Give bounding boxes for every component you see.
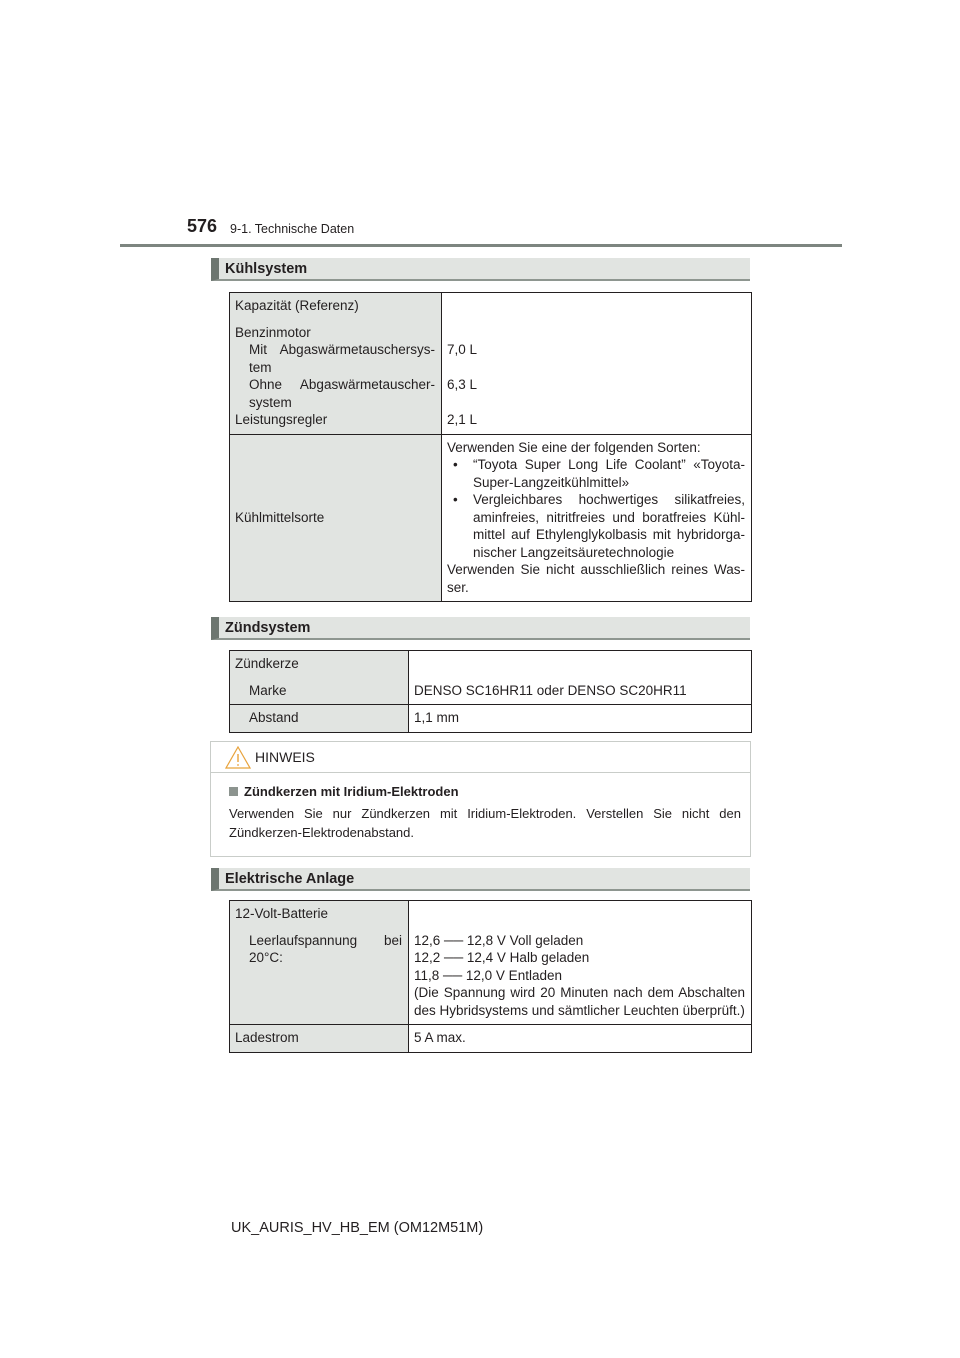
battery-label: 12-Volt-Batterie <box>235 906 329 921</box>
without-exhaust-value: 6,3 L <box>447 377 478 392</box>
voltage-half: 12,2 ── 12,4 V Halb geladen <box>414 950 590 965</box>
brand-value-cell <box>409 651 752 705</box>
table-row <box>230 434 752 602</box>
capacity-values-cell <box>442 293 752 435</box>
coolant-value-cell <box>442 434 752 602</box>
section-header-ignition: Zündsystem <box>211 617 750 640</box>
coolant-bullet-2: Vergleichbares hochwertiges silikatfreies, aminfreies, nitritfreies und boratfreies Kühlmittel auf Ethylenglykolbasis mit hybridorganischer Langzeitsäuretechnologie <box>473 492 745 560</box>
table-row <box>230 1025 752 1053</box>
document-code: UK_AURIS_HV_HB_EM (OM12M51M) <box>231 1220 484 1236</box>
note-title: HINWEIS <box>255 749 315 765</box>
table-row <box>230 705 752 733</box>
voltage-values-cell <box>409 901 752 1025</box>
section-header-cooling: Kühlsystem <box>211 258 750 281</box>
charge-label: Ladestrom <box>230 1025 409 1053</box>
electrical-table <box>229 900 752 1053</box>
note-text: Verwenden Sie nur Zündkerzen mit Iridium-Elektroden. Verstellen Sie nicht den Zündkerzen-Elektrodenabstand. <box>229 806 741 840</box>
coolant-warning: Verwenden Sie nicht ausschließlich reines Wasser. <box>447 562 745 595</box>
voltage-note: (Die Spannung wird 20 Minuten nach dem Abschalten des Hybridsystems und sämtlicher Leuchten überprüft.) <box>414 985 745 1018</box>
page-number: 576 <box>187 216 218 236</box>
ignition-table <box>229 650 752 733</box>
voltage-full: 12,6 ── 12,8 V Voll geladen <box>414 932 584 948</box>
bullet-icon: • <box>453 492 458 507</box>
gap-label: Abstand <box>249 710 299 725</box>
note-header <box>211 742 750 773</box>
list-item <box>447 456 745 491</box>
section-header-electrical: Elektrische Anlage <box>211 868 750 891</box>
coolant-label: Kühlmittelsorte <box>230 434 442 602</box>
with-exhaust-value: 7,0 L <box>447 342 478 357</box>
charge-value: 5 A max. <box>409 1025 752 1053</box>
note-subtitle-text: Zündkerzen mit Iridium-Elektroden <box>244 784 459 799</box>
brand-value: DENSO SC16HR11 oder DENSO SC20HR11 <box>414 682 687 698</box>
spark-plug-cell <box>230 651 409 705</box>
chapter-title: 9-1. Technische Daten <box>230 222 355 236</box>
note-subtitle <box>229 784 459 799</box>
with-exhaust-label: Mit Abgaswärmetauschersystem <box>249 342 435 375</box>
brand-label: Marke <box>249 682 287 698</box>
table-row <box>230 901 752 1025</box>
capacity-cell <box>230 293 442 435</box>
battery-cell <box>230 901 409 1025</box>
voltage-label: Leerlaufspannung bei 20°C: <box>249 932 402 965</box>
list-item <box>447 491 745 561</box>
gap-cell <box>230 705 409 733</box>
square-bullet-icon <box>229 787 238 796</box>
inverter-label: Leistungsregler <box>235 412 328 427</box>
note-box <box>210 741 751 857</box>
coolant-bullet-1: “Toyota Super Long Life Coolant” «Toyota-Super-Langzeitkühlmittel» <box>473 457 745 490</box>
bullet-icon: • <box>453 457 458 472</box>
header-rule <box>120 244 842 247</box>
spark-plug-label: Zündkerze <box>235 656 299 671</box>
table-row <box>230 651 752 705</box>
coolant-intro: Verwenden Sie eine der folgenden Sorten: <box>447 439 701 455</box>
gap-value: 1,1 mm <box>409 705 752 733</box>
voltage-empty: 11,8 ── 12,0 V Entladen <box>414 967 562 983</box>
cooling-table <box>229 292 752 602</box>
engine-label: Benzinmotor <box>235 324 311 340</box>
warning-triangle-icon <box>225 746 251 772</box>
capacity-label: Kapazität (Referenz) <box>235 298 359 313</box>
inverter-value: 2,1 L <box>447 412 478 427</box>
without-exhaust-label: Ohne Abgaswärmetauschersystem <box>249 377 435 410</box>
table-row <box>230 293 752 435</box>
